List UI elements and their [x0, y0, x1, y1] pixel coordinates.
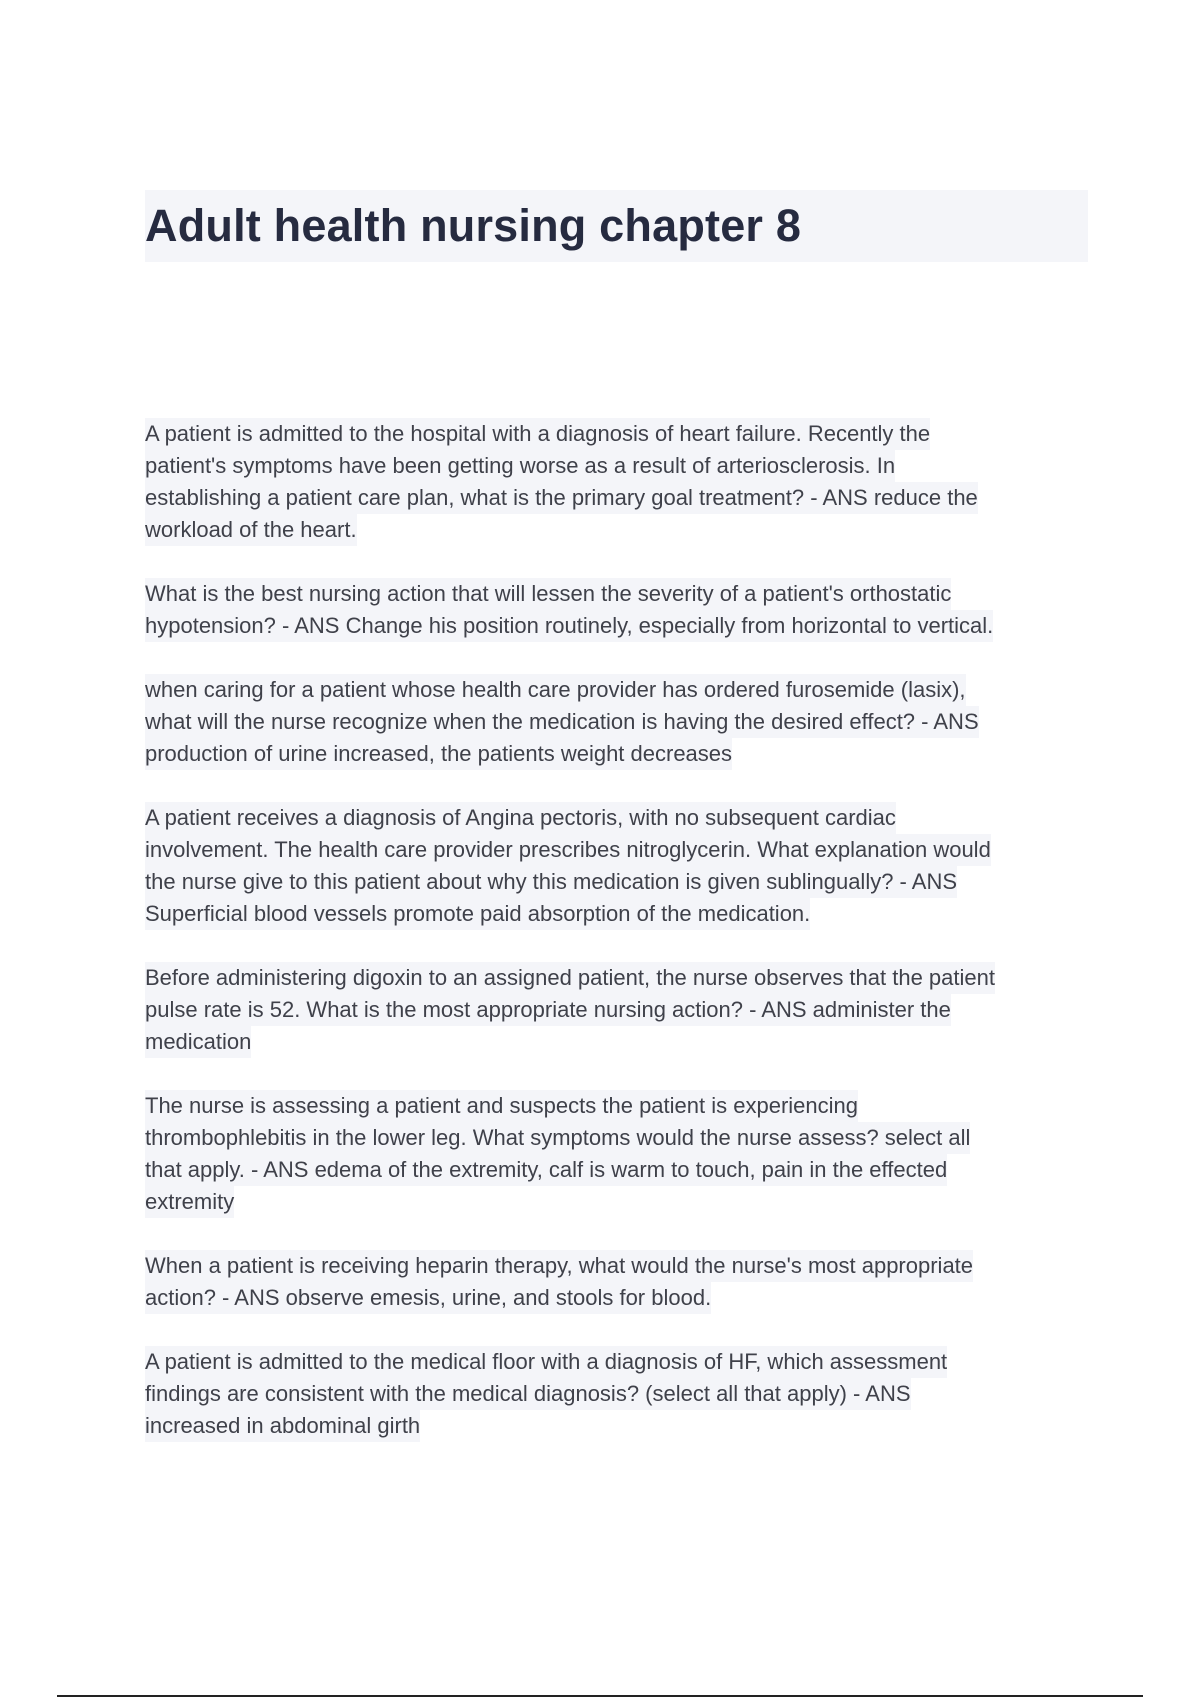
- qa-item: [145, 1090, 1095, 1218]
- qa-line: patient's symptoms have been getting worse as a result of arteriosclerosis. In: [145, 450, 895, 482]
- qa-line: A patient is admitted to the medical floor with a diagnosis of HF, which assessment: [145, 1346, 947, 1378]
- qa-line: pulse rate is 52. What is the most appropriate nursing action? - ANS administer the: [145, 994, 951, 1026]
- qa-line: production of urine increased, the patients weight decreases: [145, 738, 732, 770]
- qa-line: extremity: [145, 1186, 234, 1218]
- qa-line: Before administering digoxin to an assigned patient, the nurse observes that the patient: [145, 962, 995, 994]
- qa-line: involvement. The health care provider prescribes nitroglycerin. What explanation would: [145, 834, 991, 866]
- qa-item: [145, 962, 1095, 1058]
- qa-item: [145, 418, 1095, 546]
- qa-item: [145, 1346, 1095, 1442]
- qa-line: The nurse is assessing a patient and suspects the patient is experiencing: [145, 1090, 858, 1122]
- qa-item: [145, 1250, 1095, 1314]
- qa-line: the nurse give to this patient about why this medication is given sublingually? - ANS: [145, 866, 957, 898]
- qa-line: findings are consistent with the medical diagnosis? (select all that apply) - ANS: [145, 1378, 911, 1410]
- qa-line: Superficial blood vessels promote paid absorption of the medication.: [145, 898, 810, 930]
- qa-line: thrombophlebitis in the lower leg. What symptoms would the nurse assess? select all: [145, 1122, 970, 1154]
- qa-line: what will the nurse recognize when the medication is having the desired effect? - ANS: [145, 706, 979, 738]
- qa-line: When a patient is receiving heparin therapy, what would the nurse's most appropriate: [145, 1250, 973, 1282]
- qa-line: increased in abdominal girth: [145, 1410, 420, 1442]
- document-title: Adult health nursing chapter 8: [145, 200, 802, 251]
- qa-line: A patient receives a diagnosis of Angina pectoris, with no subsequent cardiac: [145, 802, 896, 834]
- qa-line: hypotension? - ANS Change his position routinely, especially from horizontal to vertical.: [145, 610, 993, 642]
- qa-line: establishing a patient care plan, what is the primary goal treatment? - ANS reduce the: [145, 482, 978, 514]
- qa-item: [145, 578, 1095, 642]
- qa-item: [145, 674, 1095, 770]
- qa-line: medication: [145, 1026, 251, 1058]
- qa-list: [145, 418, 1095, 1474]
- qa-line: What is the best nursing action that will lessen the severity of a patient's orthostatic: [145, 578, 951, 610]
- qa-line: action? - ANS observe emesis, urine, and stools for blood.: [145, 1282, 711, 1314]
- qa-item: [145, 802, 1095, 930]
- bottom-rule: [57, 1695, 1143, 1697]
- qa-line: when caring for a patient whose health care provider has ordered furosemide (lasix),: [145, 674, 966, 706]
- qa-line: that apply. - ANS edema of the extremity, calf is warm to touch, pain in the effected: [145, 1154, 947, 1186]
- qa-line: A patient is admitted to the hospital with a diagnosis of heart failure. Recently the: [145, 418, 930, 450]
- qa-line: workload of the heart.: [145, 514, 357, 546]
